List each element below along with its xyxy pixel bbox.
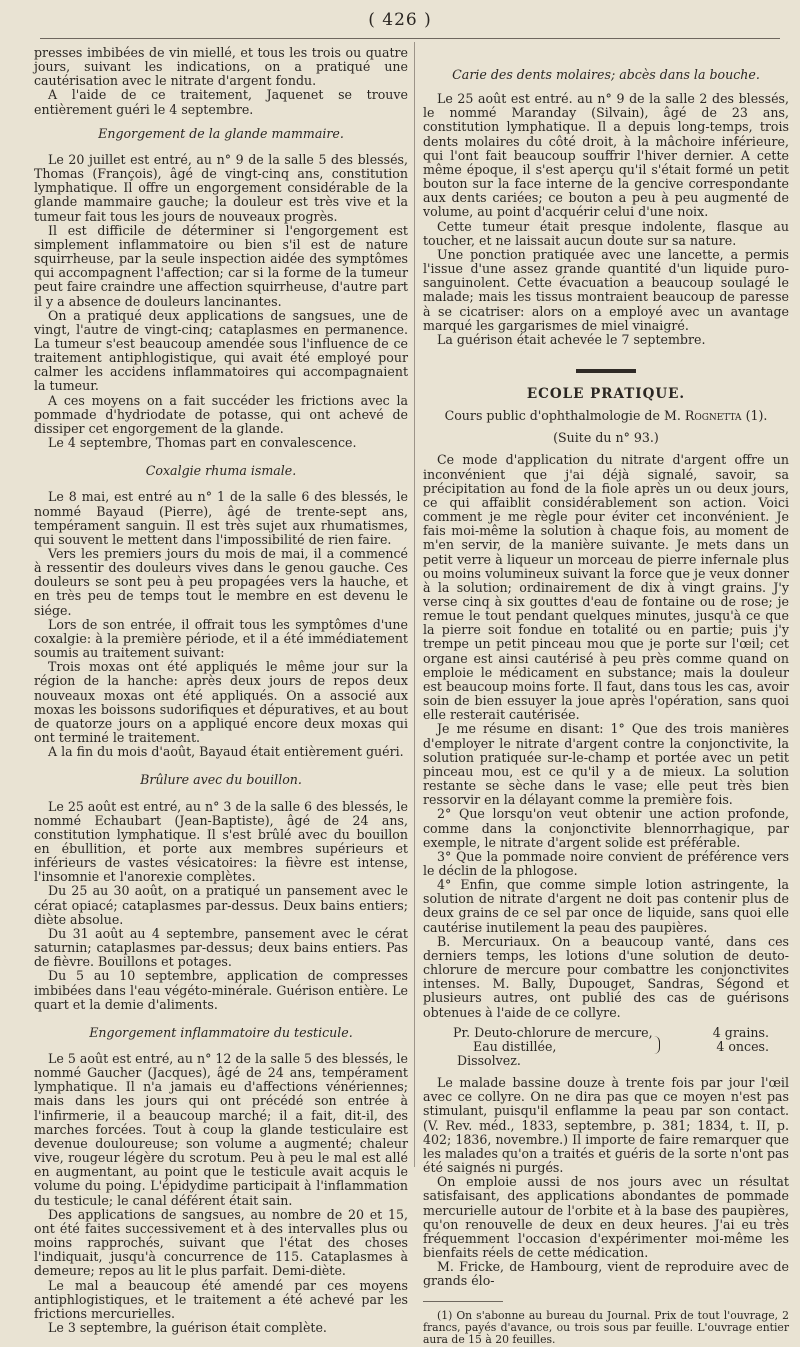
paragraph: Des applications de sangsues, au nombre de 20 et 15, ont été faites successivement et à des intervalles plus ou moins rapprochés, suivant que l'état des choses l'indiquait, jusqu'à concurrence de 115. Cataplasmes à demeure; repos au lit le plus parfait. Demi-diète. — [34, 1206, 408, 1279]
paragraph: 4° Enfin, que comme simple lotion astringente, la solution de nitrate d'argent ne doit pas contenir plus de deux grains de ce sel par once de liquide, sans quoi elle cautérise inutilement la peau des paupières. — [423, 877, 789, 935]
paragraph: Le 8 mai, est entré au n° 1 de la salle 6 des blessés, le nommé Bayaud (Pierre), âgé de trente-sept ans, tempérament sanguin. Il est très sujet aux rhumatismes, qui souvent le mettent dans l'impossibilité de rien faire. — [34, 489, 408, 547]
paragraph: Ce mode d'application du nitrate d'argent offre un inconvénient que j'ai déjà signalé, savoir, sa précipitation au fond de la fiole après un ou deux jours, ce qui affaiblit considérablement son action. Voici comment je me règle pour éviter cet inconvénient. Je fais moi-même la solution à chaque fois, au moment de m'en servir, de la manière suivante. Je mets dans un petit verre à liqueur un morceau de pierre infernale plus ou moins volumineux suivant la force que je veux donner à la solution; ordinairement de dix à vingt grains. J'y verse cinq à six gouttes d'eau de fontaine ou de rose; je remue le tout pendant quelques minutes, jusqu'à ce que la pierre soit fondue en totalité ou en partie; puis j'y trempe un petit pinceau mou que je porte sur l'œil; cet organe est ainsi cautérisé à peu près comme quand on emploie le médicament en substance; mais la douleur est beaucoup moins forte. Il faut, dans tous les cas, avoir soin de bien essuyer la joue après l'opération, sans quoi elle resterait cautérisée. — [423, 452, 789, 723]
section-title-mammaire: Engorgement de la glande mammaire. — [98, 125, 344, 141]
paragraph: Lors de son entrée, il offrait tous les symptômes d'une coxalgie: à la première période, et il a été immédiatement soumis au traitement suivant: — [34, 616, 408, 661]
section-separator — [576, 369, 636, 373]
continuation-note: (Suite du n° 93.) — [553, 430, 659, 446]
prescription-line: Pr. Deuto-chlorure de mercure, 4 grains. — [453, 1024, 769, 1040]
course-footnote-ref: (1). — [745, 408, 768, 424]
course-heading — [423, 409, 789, 423]
column-divider — [414, 42, 415, 1167]
course-prefix: Cours public d'ophthalmologie de M. — [444, 408, 681, 424]
paragraph: La guérison était achevée le 7 septembre. — [437, 331, 706, 347]
section-title-brulure: Brûlure avec du bouillon. — [140, 772, 302, 788]
footnote: (1) On s'abonne au bureau du Journal. Prix de tout l'ouvrage, 2 francs, payés d'avance, ou trois sous par feuille. L'ouvrage entier aura de 15 à 20 feuilles. — [423, 1308, 789, 1347]
top-rule — [40, 38, 780, 39]
paragraph: A la fin du mois d'août, Bayaud était entièrement guéri. — [48, 744, 404, 760]
footnote-rule — [423, 1301, 503, 1302]
paragraph: Le 20 juillet est entré, au n° 9 de la salle 5 des blessés, Thomas (François), âgé de vingt-cinq ans, constitution lymphatique. Il offre un engorgement considérable de la glande mammaire gauche; la douleur est très vive et la tumeur fait tous les jours de nouveaux progrès. — [34, 151, 408, 224]
paragraph: Le mal a beaucoup été amendé par ces moyens antiphlogistiques, et le traitement a été achevé par les frictions mercurielles. — [34, 1277, 408, 1321]
paragraph: Le 25 août est entré, au n° 3 de la salle 6 des blessés, le nommé Echaubart (Jean-Baptiste), âgé de 24 ans, constitution lymphatique. Il s'est brûlé avec du bouillon en ébullition, et porte aux membres supérieurs et inférieurs de vastes vésicatoires: la fièvre est intense, l'insomnie et l'anorexie complètes. — [34, 798, 408, 885]
prescription-line: Eau distillée, 4 onces. — [473, 1038, 769, 1054]
paragraph: Le 25 août est entré. au n° 9 de la salle 2 des blessés, le nommé Maranday (Silvain), âgé de 23 ans, constitution lymphatique. Il a depuis long-temps, trois dents molaires du côté droit, à la mâchoire inférieure, qui l'ont fait beaucoup souffrir l'hiver dernier. A cette même époque, il s'est aperçu qu'il s'était formé un petit bouton sur la face interne de la gencive correspondante aux dents cariées; ce bouton a peu à peu augmenté de volume, au point d'acquérir celui d'une noix. — [423, 91, 789, 220]
paragraph: Du 31 août au 4 septembre, pansement avec le cérat saturnin; cataplasmes par-dessus; deux bains entiers. Pas de fièvre. Bouillons et potages. — [34, 925, 408, 970]
paragraph: B. Mercuriaux. On a beaucoup vanté, dans ces derniers temps, les lotions d'une solution de deuto-chlorure de mercure pour combattre les conjonctivites intenses. M. Bally, Dupouget, Sandras, Ségond et plusieurs autres, ont publié des cas de guérisons obtenues à l'aide de ce collyre. — [423, 933, 789, 1020]
prescription-line: Dissolvez. — [457, 1053, 521, 1068]
section-title-coxalgie: Coxalgie rhuma ismale. — [145, 463, 297, 479]
school-heading: ECOLE PRATIQUE. — [526, 385, 686, 402]
paragraph: Trois moxas ont été appliqués le même jour sur la région de la hanche: après deux jours de repos deux nouveaux moxas ont été appliqués. On a associé aux moxas les boissons sudorifiques et dépuratives, et au bout de quatorze jours on a appliqué encore deux moxas qui ont terminé le traitement. — [34, 659, 408, 746]
paragraph: Du 5 au 10 septembre, application de compresses imbibées dans l'eau végéto-minérale. Guérison entière. Le quart et la demie d'aliments. — [34, 968, 408, 1012]
paragraph: Une ponction pratiquée avec une lancette, a permis l'issue d'une assez grande quantité d'un liquide puro-sanguinolent. Cette évacuation a beaucoup soulagé le malade; mais les tissus montraient beaucoup de paresse à se cicatriser: alors on a employé avec un avantage marqué les gargarismes de miel vinaigré. — [423, 246, 789, 333]
paragraph: A ces moyens on a fait succéder les frictions avec la pommade d'hydriodate de potasse, qui ont achevé de dissiper cet engorgement de la glande. — [34, 392, 408, 436]
paragraph: On emploie aussi de nos jours avec un résultat satisfaisant, des applications abondantes de pommade mercurielle autour de l'orbite et à la base des paupières, qu'on renouvelle de deux en deux heures. J'ai eu très fréquemment l'occasion d'expérimenter moi-même les bienfaits réels de cette médication. — [423, 1174, 789, 1261]
prescription — [423, 1026, 789, 1068]
page-number: ( 426 ) — [368, 10, 432, 30]
course-author: Rognetta — [684, 408, 742, 424]
paragraph: Du 25 au 30 août, on a pratiqué un pansement avec le cérat opiacé; cataplasmes par-dessus. Deux bains entiers; diète absolue. — [34, 883, 408, 927]
paragraph: M. Fricke, de Hambourg, vient de reproduire avec de grands élo- — [423, 1259, 789, 1289]
paragraph: Cette tumeur était presque indolente, flasque au toucher, et ne laissait aucun doute sur sa nature. — [423, 218, 789, 248]
intro-paragraph: presses imbibées de vin miellé, et tous les trois ou quatre jours, suivant les indications, on a pratiqué une cautérisation avec le nitrate d'argent fondu. — [34, 45, 408, 89]
section-title-carie: Carie des dents molaires; abcès dans la bouche. — [452, 67, 760, 82]
left-column — [34, 46, 408, 1335]
right-column — [423, 46, 789, 1347]
paragraph: Le malade bassine douze à trente fois par jour l'œil avec ce collyre. On ne dira pas que ce moyen n'est pas stimulant, puisqu'il enflamme la peau par son contact. (V. Rev. méd., 1833, septembre, p. 381; 1834, t. II, p. 402; 1836, novembre.) Il importe de faire remarquer que les malades qu'on a traités et guéris de la sorte n'ont pas été saignés ni purgés. — [423, 1075, 790, 1176]
paragraph: 2° Que lorsqu'on veut obtenir une action profonde, comme dans la conjonctivite blennorrhagique, par exemple, le nitrate d'argent solide est préférable. — [423, 806, 789, 850]
paragraph: 3° Que la pommade noire convient de préférence vers le déclin de la phlogose. — [423, 848, 789, 878]
paragraph: Le 3 septembre, la guérison était complète. — [48, 1319, 327, 1335]
paragraph: Je me résume en disant: 1° Que des trois manières d'employer le nitrate d'argent contre la conjonctivite, la solution pratiquée sur-le-champ et portée avec un petit pinceau mou, est ce qu'il y a de mieux. La solution restante se sèche dans le vase; elle peut très bien ressorvir en la délayant comme la première fois. — [423, 721, 789, 808]
prescription-brace — [653, 1036, 660, 1054]
paragraph: Vers les premiers jours du mois de mai, il a commencé à ressentir des douleurs vives dans le genou gauche. Ces douleurs se sont peu à peu propagées vers la hauche, et en très peu de temps tout le membre en est devenu le siége. — [34, 546, 408, 618]
paragraph: Il est difficile de déterminer si l'engorgement est simplement inflammatoire ou bien s'il est de nature squirrheuse, par la seule inspection aidée des symptômes qui accompagnent l'affection; car si la forme de la tumeur peut faire craindre une affection squirrheuse, d'autre part il y a absence de douleurs lancinantes. — [34, 222, 408, 309]
paragraph: Le 5 août est entré, au n° 12 de la salle 5 des blessés, le nommé Gaucher (Jacques), âgé de 24 ans, tempérament lymphatique. Il n'a jamais eu d'affections vénériennes; mais dans les jours qui ont précédé son entrée à l'infirmerie, il a beaucoup marché; il a fait, dit-il, des marches forcées. Tout à coup la glande testiculaire est devenue douloureuse; son volume a augmenté; chaleur vive, rougeur légère du scrotum. Peu à peu le mal est allé en augmentant, au point que le testicule avait acquis le volume du poing. L'épidydime participait à l'inflammation du testicule; le canal déférent était sain. — [34, 1051, 408, 1208]
paragraph: On a pratiqué deux applications de sangsues, une de vingt, l'autre de vingt-cinq; cataplasmes en permanence. La tumeur s'est beaucoup amendée sous l'influence de ce traitement antiphlogistique, qui avait été employé pour calmer les accidens inflammatoires qui accompagnaient la tumeur. — [34, 307, 408, 394]
paragraph: Le 4 septembre, Thomas part en convalescence. — [48, 435, 357, 451]
section-title-testicule: Engorgement inflammatoire du testicule. — [89, 1024, 353, 1040]
intro-paragraph: A l'aide de ce traitement, Jaquenet se trouve entièrement guéri le 4 septembre. — [34, 87, 408, 117]
